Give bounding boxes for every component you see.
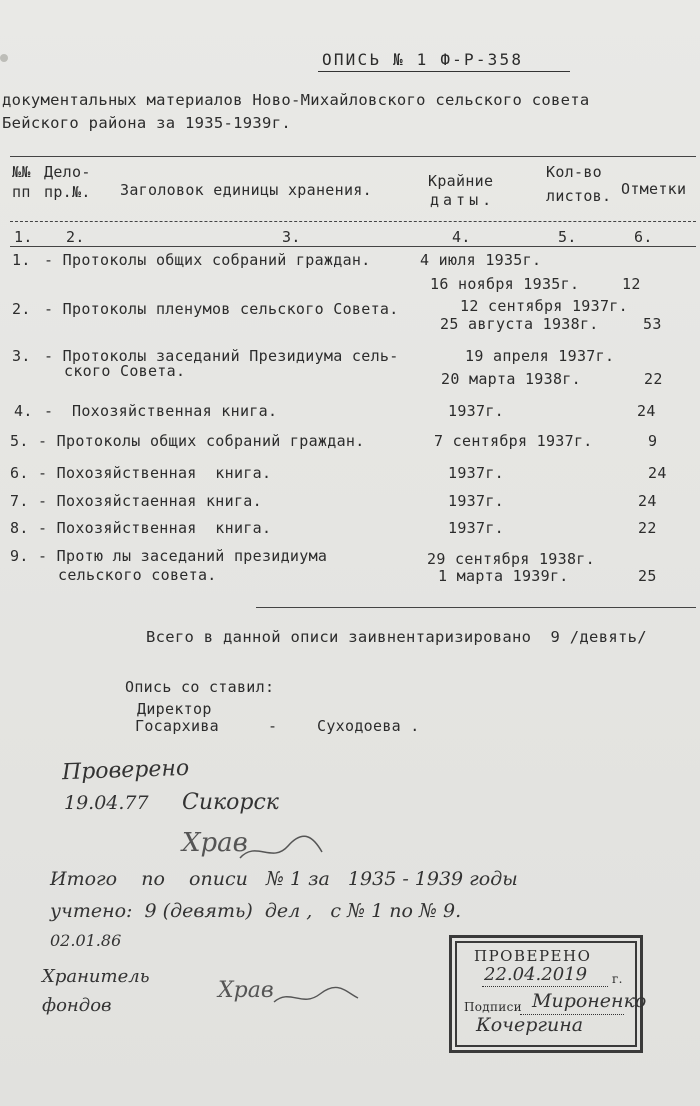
col-number-5: 5. — [558, 228, 577, 246]
row-3-title: - Протоколы заседаний Президиума сель- — [44, 347, 399, 365]
row-4-count: 24 — [637, 402, 656, 420]
row-3-num: 3. — [12, 347, 31, 365]
title-underline — [318, 71, 570, 72]
row-6-num: 6. — [10, 464, 29, 482]
header-dates-a: Крайние — [428, 172, 494, 190]
col-number-4: 4. — [452, 228, 471, 246]
binder-hole — [0, 54, 8, 62]
header-bottom-rule — [10, 246, 696, 247]
row-9-num: 9. — [10, 547, 29, 565]
handwritten-checked: Проверено — [61, 755, 190, 786]
row-3-title-cont: ского Совета. — [64, 362, 186, 380]
row-2-count: 53 — [643, 315, 662, 333]
header-count-a: Кол-во — [546, 163, 602, 181]
stamp-sign-label: Подписи — [464, 1000, 522, 1014]
signature-1-flourish — [236, 830, 326, 870]
handwritten-keeper-b: фондов — [42, 995, 112, 1016]
total-line: Всего в данной описи заивнентаризировано 9 /девять/ — [146, 628, 647, 646]
row-9-title-cont: сельского совета. — [58, 566, 217, 584]
header-dates-b: даты. — [430, 191, 496, 209]
header-num-b: пп — [12, 183, 31, 201]
compiled-label: Опись со ставил: — [125, 678, 275, 696]
doc-title: ОПИСЬ № 1 Ф-Р-358 — [322, 50, 524, 69]
handwritten-keeper-a: Хранитель — [42, 966, 150, 987]
row-3-date-start: 19 апреля 1937г. — [465, 347, 615, 365]
row-7-date: 1937г. — [448, 492, 504, 510]
row-2-title: - Протоколы пленумов сельского Совета. — [44, 300, 399, 318]
row-3-date-end: 20 марта 1938г. — [441, 370, 581, 388]
row-3-count: 22 — [644, 370, 663, 388]
stamp-sign-name-1: Мироненко — [532, 990, 647, 1012]
header-case-b: пр.№. — [44, 183, 91, 201]
row-8-count: 22 — [638, 519, 657, 537]
row-7-count: 24 — [638, 492, 657, 510]
col-number-6: 6. — [634, 228, 653, 246]
row-6-date: 1937г. — [448, 464, 504, 482]
row-9-count: 25 — [638, 567, 657, 585]
row-1-date-end: 16 ноября 1935г. — [430, 275, 580, 293]
header-mid-rule — [10, 221, 696, 222]
row-9-title: - Протю лы заседаний президиума — [38, 547, 328, 565]
compiler-position-a: Директор — [137, 700, 212, 718]
row-2-date-end: 25 августа 1938г. — [440, 315, 599, 333]
stamp-sign-name-2: Кочергина — [476, 1014, 584, 1036]
row-1-count: 12 — [622, 275, 641, 293]
compiler-dash: - — [268, 717, 278, 735]
table-end-rule — [256, 607, 696, 608]
verification-stamp — [449, 935, 647, 1053]
header-count-b: листов. — [546, 187, 612, 205]
row-1-title: - Протоколы общих собраний граждан. — [44, 251, 371, 269]
doc-subtitle-line2: Бейского района за 1935-1939г. — [2, 114, 291, 132]
row-5-title: - Протоколы общих собраний граждан. — [38, 432, 365, 450]
stamp-date-line — [482, 986, 608, 987]
handwritten-keeper-signature: Храв — [218, 978, 274, 1003]
row-5-count: 9 — [648, 432, 658, 450]
keeper-signature-flourish — [272, 982, 362, 1012]
row-1-num: 1. — [12, 251, 31, 269]
handwritten-summary-line1: Итого по описи № 1 за 1935 - 1939 годы — [50, 868, 518, 890]
col-number-3: 3. — [282, 228, 301, 246]
handwritten-checked-date: 19.04.77 — [64, 792, 149, 814]
handwritten-summary-line2: учтено: 9 (девять) дел , с № 1 по № 9. — [50, 900, 462, 922]
stamp-date: 22.04.2019 — [484, 964, 588, 985]
header-num-a: №№ — [12, 163, 31, 181]
col-number-2: 2. — [66, 228, 85, 246]
compiler-position-b: Госархива — [135, 717, 219, 735]
header-notes: Отметки — [621, 180, 687, 198]
row-7-num: 7. — [10, 492, 29, 510]
row-6-count: 24 — [648, 464, 667, 482]
row-2-date-start: 12 сентября 1937г. — [460, 297, 628, 315]
row-5-num: 5. — [10, 432, 29, 450]
header-case-a: Дело- — [44, 163, 91, 181]
handwritten-signature-1: Храв — [182, 828, 248, 858]
row-2-num: 2. — [12, 300, 31, 318]
header-top-rule — [10, 156, 696, 157]
compiler-name: Суходоева . — [317, 717, 420, 735]
row-4-title: - Похозяйственная книга. — [44, 402, 278, 420]
col-number-1: 1. — [14, 228, 33, 246]
row-7-title: - Похозяйстаенная книга. — [38, 492, 262, 510]
handwritten-date-2: 02.01.86 — [50, 931, 122, 950]
row-6-title: - Похозяйственная книга. — [38, 464, 272, 482]
doc-subtitle-line1: документальных материалов Ново-Михайловского сельского совета — [2, 91, 590, 109]
row-8-title: - Похозяйственная книга. — [38, 519, 272, 537]
handwritten-checked-signature: Сикорск — [182, 790, 279, 815]
row-9-date-end: 1 марта 1939г. — [438, 567, 569, 585]
header-title: Заголовок единицы хранения. — [120, 181, 372, 199]
row-4-num: 4. — [14, 402, 33, 420]
stamp-label: ПРОВЕРЕНО — [474, 947, 592, 965]
row-9-date-start: 29 сентября 1938г. — [427, 550, 595, 568]
stamp-year-suffix: г. — [612, 972, 623, 986]
row-5-date: 7 сентября 1937г. — [434, 432, 593, 450]
row-8-num: 8. — [10, 519, 29, 537]
row-1-date-start: 4 июля 1935г. — [420, 251, 542, 269]
row-8-date: 1937г. — [448, 519, 504, 537]
row-4-date: 1937г. — [448, 402, 504, 420]
